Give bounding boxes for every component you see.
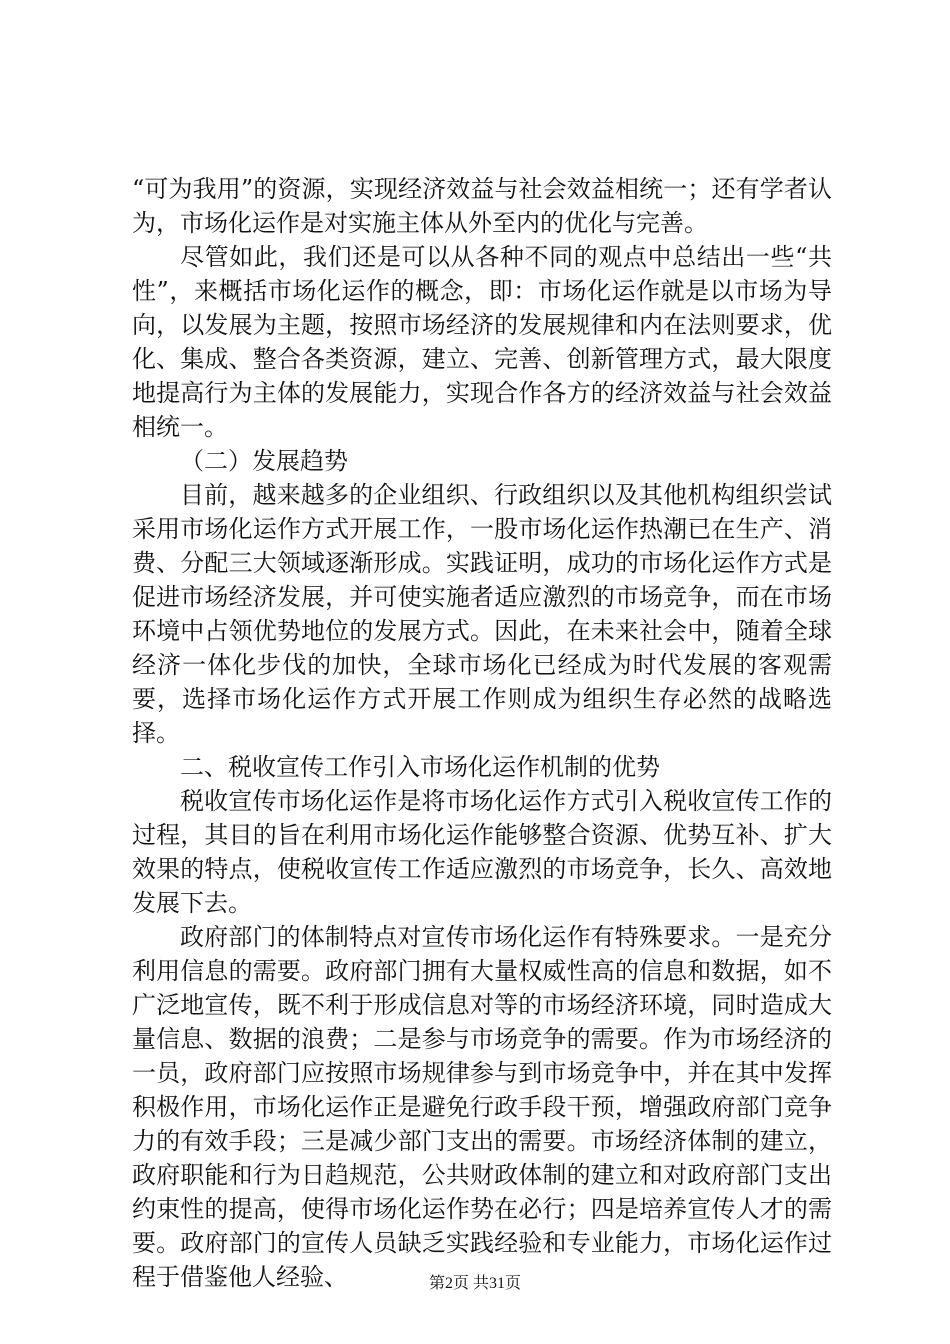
paragraph-concept-summary: 尽管如此，我们还是可以从各种不同的观点中总结出一些“共性”，来概括市场化运作的概念，即：市场化运作就是以市场为导向，以发展为主题，按照市场经济的发展规律和内在法则要求，优化、集成、整合各类资源，建立、完善、创新管理方式，最大限度地提高行为主体的发展能力，实现合作各方的经济效益与社会效益相统一。 xyxy=(132,243,832,441)
paragraph-development-trend: 目前，越来越多的企业组织、行政组织以及其他机构组织尝试采用市场化运作方式开展工作，一股市场化运作热潮已在生产、消费、分配三大领域逐渐形成。实践证明，成功的市场化运作方式是促进市场经济发展，并可使实施者适应激烈的市场竞争，而在市场环境中占领优势地位的发展方式。因此，在未来社会中，随着全球经济一体化步伐的加快，全球市场化已经成为时代发展的客观需要，选择市场化运作方式开展工作则成为组织生存必然的战略选择。 xyxy=(132,481,832,747)
section-heading-advantages: 二、税收宣传工作引入市场化运作机制的优势 xyxy=(180,753,660,781)
section-heading-development-trend: （二）发展趋势 xyxy=(180,447,348,475)
page-footer: 第2页 共31页 xyxy=(428,1275,521,1292)
paragraph-continued: “可为我用”的资源，实现经济效益与社会效益相统一；还有学者认为，市场化运作是对实施主体从外至内的优化与完善。 xyxy=(132,175,832,237)
paragraph-government-requirements: 政府部门的体制特点对宣传市场化运作有特殊要求。一是充分利用信息的需要。政府部门拥有大量权威性高的信息和数据，如不广泛地宣传，既不利于形成信息对等的市场经济环境，同时造成大量信息、数据的浪费；二是参与市场竞争的需要。作为市场经济的一员，政府部门应按照市场规律参与到市场竞争中，并在其中发挥积极作用，市场化运作正是避免行政手段干预，增强政府部门竞争力的有效手段；三是减少部门支出的需要。市场经济体制的建立，政府职能和行为日趋规范，公共财政体制的建立和对政府部门支出约束性的提高，使得市场化运作势在必行；四是培养宣传人才的需要。政府部门的宣传人员缺乏实践经验和专业能力，市场化运作过程于借鉴他人经验、 xyxy=(132,923,832,1291)
paragraph-tax-publicity-definition: 税收宣传市场化运作是将市场化运作方式引入税收宣传工作的过程，其目的旨在利用市场化运作能够整合资源、优势互补、扩大效果的特点，使税收宣传工作适应激烈的市场竞争，长久、高效地发展下去。 xyxy=(132,787,832,917)
document-body xyxy=(132,172,832,1294)
